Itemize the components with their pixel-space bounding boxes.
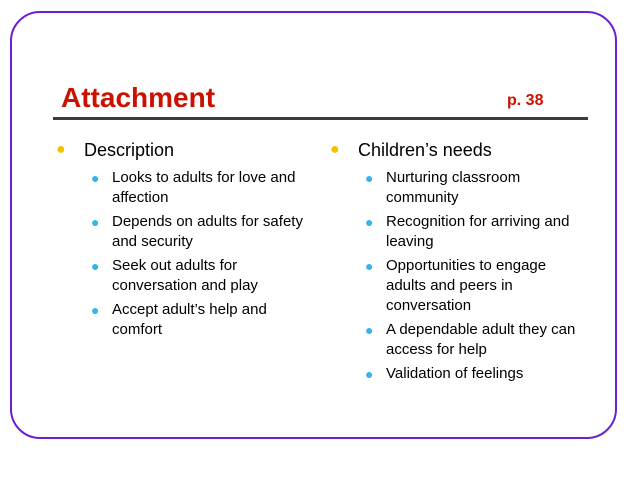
- list-item-text: Looks to adults for love and affection: [112, 169, 296, 206]
- bullet-icon: ●: [330, 141, 340, 158]
- slide-title: Attachment: [61, 82, 216, 113]
- childrens-needs-heading-text: Children’s needs: [358, 140, 492, 160]
- page-reference: p. 38: [507, 92, 544, 109]
- bullet-icon: ●: [365, 322, 374, 338]
- list-item-text: Recognition for arriving and leaving: [386, 213, 570, 250]
- bullet-icon: ●: [91, 214, 100, 230]
- bullet-icon: ●: [56, 141, 66, 158]
- description-heading-text: Description: [84, 140, 175, 160]
- bullet-icon: ●: [365, 366, 374, 382]
- list-item: [91, 300, 306, 340]
- list-item-text: Opportunities to engage adults and peers in conversation: [386, 257, 547, 314]
- childrens-needs-list: [330, 168, 580, 384]
- list-item-text: Accept adult’s help and comfort: [112, 301, 267, 338]
- list-item: [365, 256, 580, 316]
- list-item-text: Depends on adults for safety and security: [112, 213, 303, 250]
- bullet-icon: ●: [365, 214, 374, 230]
- description-list: [56, 168, 306, 340]
- bullet-icon: ●: [365, 258, 374, 274]
- list-item: [91, 256, 306, 296]
- bullet-icon: ●: [91, 302, 100, 318]
- list-item: [365, 168, 580, 208]
- childrens-needs-column: [330, 138, 580, 388]
- title-divider: [53, 117, 588, 120]
- list-item-text: Validation of feelings: [386, 365, 524, 382]
- bullet-icon: ●: [365, 170, 374, 186]
- bullet-icon: ●: [91, 170, 100, 186]
- list-item-text: Nurturing classroom community: [386, 169, 521, 206]
- bullet-icon: ●: [91, 258, 100, 274]
- list-item-text: A dependable adult they can access for help: [386, 321, 576, 358]
- list-item: [365, 364, 580, 384]
- list-item: [365, 212, 580, 252]
- list-item: [91, 168, 306, 208]
- childrens-needs-heading: [330, 138, 580, 162]
- list-item: [91, 212, 306, 252]
- list-item: [365, 320, 580, 360]
- description-column: [56, 138, 306, 344]
- list-item-text: Seek out adults for conversation and play: [112, 257, 258, 294]
- description-heading: [56, 138, 306, 162]
